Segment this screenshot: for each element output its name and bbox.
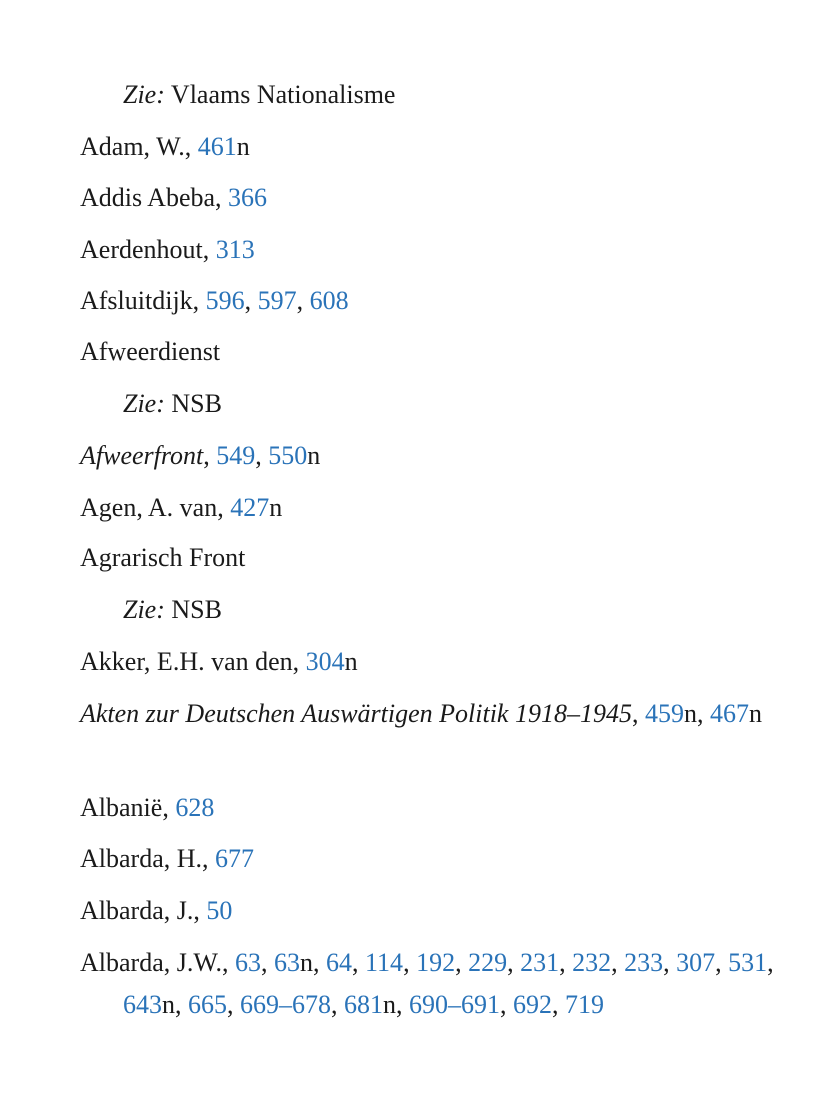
page-link[interactable]: 665 bbox=[188, 990, 227, 1019]
note-marker: n bbox=[383, 990, 396, 1019]
page-link[interactable]: 531 bbox=[728, 948, 768, 977]
page-link[interactable]: 608 bbox=[309, 286, 349, 315]
index-term: Agrarisch Front bbox=[80, 543, 246, 572]
page-link[interactable]: 719 bbox=[565, 990, 604, 1019]
note-marker: n bbox=[236, 132, 250, 161]
page-link[interactable]: 313 bbox=[215, 235, 255, 264]
page-link[interactable]: 459 bbox=[644, 699, 684, 728]
index-entry bbox=[80, 537, 760, 579]
note-marker: n bbox=[683, 699, 697, 728]
page-link[interactable]: 63 bbox=[274, 948, 301, 977]
see-label: Zie: bbox=[123, 595, 165, 624]
index-entry: Albarda, J.W., 63, 63n, 64, 114, 192, 229, 231, 232, 233, 307, 531, 643n, 665, 669–678, 681n, 690–691, 692, 719 bbox=[80, 948, 774, 1019]
page-link[interactable]: 692 bbox=[513, 990, 552, 1019]
index-term: Albarda, J.W. bbox=[80, 948, 223, 977]
page-link[interactable]: 597 bbox=[257, 286, 297, 315]
note-marker: n bbox=[307, 441, 321, 470]
page-link[interactable]: 628 bbox=[175, 793, 215, 822]
page-link[interactable]: 550 bbox=[268, 441, 308, 470]
index-see-reference bbox=[123, 589, 763, 631]
index-entry: Albarda, J., 50 bbox=[80, 896, 233, 925]
index-see-reference bbox=[123, 383, 763, 425]
index-term: Akker, E.H. van den bbox=[80, 647, 293, 676]
page-link[interactable]: 233 bbox=[624, 948, 664, 977]
page-link[interactable]: 50 bbox=[206, 896, 233, 925]
page-link[interactable]: 114 bbox=[365, 948, 404, 977]
page-link[interactable]: 427 bbox=[230, 493, 270, 522]
index-entry: Albarda, H., 677 bbox=[80, 844, 255, 873]
index-term: Albarda, J. bbox=[80, 896, 194, 925]
page-link[interactable]: 467 bbox=[709, 699, 749, 728]
page-link[interactable]: 596 bbox=[205, 286, 245, 315]
page-link[interactable]: 229 bbox=[468, 948, 508, 977]
index-entry bbox=[80, 331, 760, 373]
index-entry: Agen, A. van, 427n bbox=[80, 493, 283, 522]
index-entry: Addis Abeba, 366 bbox=[80, 183, 268, 212]
index-term: Afweerfront bbox=[80, 441, 204, 470]
index-term: Albanië bbox=[80, 793, 163, 822]
note-marker: n bbox=[344, 647, 358, 676]
page-link[interactable]: 461 bbox=[197, 132, 237, 161]
note-marker: n bbox=[269, 493, 283, 522]
index-term: Afsluitdijk bbox=[80, 286, 193, 315]
page-link[interactable]: 64 bbox=[326, 948, 353, 977]
page-link[interactable]: 669–678 bbox=[240, 990, 331, 1019]
page-link[interactable]: 307 bbox=[676, 948, 716, 977]
note-marker: n bbox=[748, 699, 762, 728]
page-link[interactable]: 643 bbox=[123, 990, 162, 1019]
index-term: Addis Abeba bbox=[80, 183, 216, 212]
index-term: Afweerdienst bbox=[80, 337, 221, 366]
index-entry: Afweerfront, 549, 550n bbox=[80, 441, 321, 470]
index-term: Adam, W. bbox=[80, 132, 185, 161]
page-link[interactable]: 231 bbox=[520, 948, 560, 977]
index-entry: Afsluitdijk, 596, 597, 608 bbox=[80, 286, 349, 315]
page-link[interactable]: 232 bbox=[572, 948, 612, 977]
page-link[interactable]: 690–691 bbox=[409, 990, 500, 1019]
index-entry: Aerdenhout, 313 bbox=[80, 235, 255, 264]
page-link[interactable]: 304 bbox=[305, 647, 345, 676]
page-link[interactable]: 681 bbox=[344, 990, 383, 1019]
index-term: Akten zur Deutschen Auswärtigen Politik 1918–1945 bbox=[80, 699, 632, 728]
page-link[interactable]: 677 bbox=[215, 844, 255, 873]
index-entry: Akten zur Deutschen Auswärtigen Politik 1918–1945, 459n, 467n bbox=[80, 699, 762, 728]
index-term: Aerdenhout bbox=[80, 235, 203, 264]
note-marker: n bbox=[300, 948, 314, 977]
index-see-reference bbox=[123, 74, 763, 116]
page-link[interactable]: 366 bbox=[228, 183, 268, 212]
index-term: Albarda, H. bbox=[80, 844, 203, 873]
see-label: Zie: bbox=[123, 389, 165, 418]
see-target: Vlaams Nationalisme bbox=[170, 80, 396, 109]
page-link[interactable]: 549 bbox=[216, 441, 256, 470]
see-target: NSB bbox=[171, 389, 222, 418]
see-label: Zie: bbox=[123, 80, 165, 109]
index-entry: Akker, E.H. van den, 304n bbox=[80, 647, 358, 676]
see-target: NSB bbox=[171, 595, 222, 624]
page-link[interactable]: 192 bbox=[416, 948, 456, 977]
index-term: Agen, A. van bbox=[80, 493, 218, 522]
page-link[interactable]: 63 bbox=[235, 948, 262, 977]
index-entry: Albanië, 628 bbox=[80, 793, 215, 822]
index-entry: Adam, W., 461n bbox=[80, 132, 250, 161]
note-marker: n bbox=[162, 990, 175, 1019]
